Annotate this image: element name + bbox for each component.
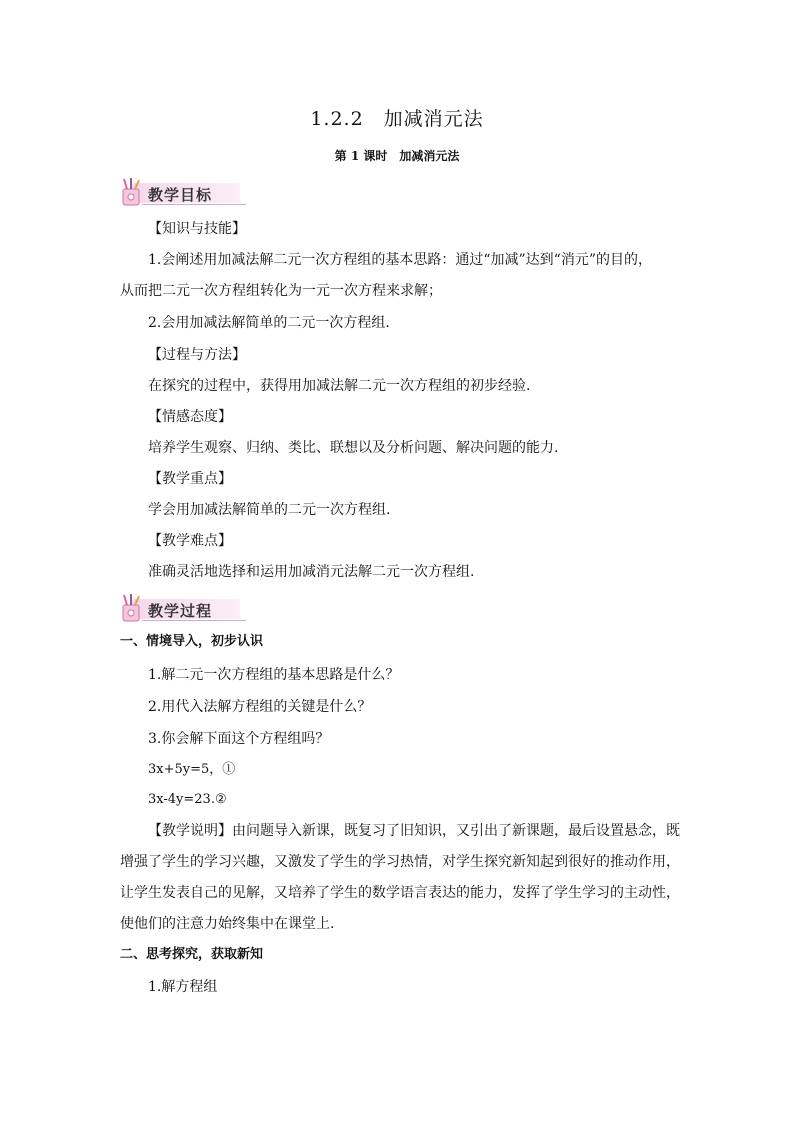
goal-p1: 在探究的过程中，获得用加减法解二元一次方程组的初步经验.: [148, 378, 531, 394]
heading-key: 【教学重点】: [148, 471, 232, 487]
question-2: 2.用代入法解方程组的关键是什么？: [148, 699, 372, 715]
goal-k2: 2.会用加减法解简单的二元一次方程组.: [148, 315, 390, 331]
teaching-note-line-1: 【教学说明】由问题导入新课，既复习了旧知识，又引出了新课题，最后设置悬念，既: [148, 823, 680, 839]
heading-difficult: 【教学难点】: [148, 533, 232, 549]
goal-k1: 1.会阐述用加减法解二元一次方程组的基本思路：通过“加减”达到“消元”的目的，: [148, 252, 652, 268]
goal-key1: 学会用加减法解简单的二元一次方程组.: [148, 502, 391, 518]
section-badge-process: [118, 593, 246, 623]
badge-underline: [142, 204, 246, 205]
heading-knowledge: 【知识与技能】: [148, 221, 246, 237]
question-3: 3.你会解下面这个方程组吗？: [148, 731, 330, 747]
heading-attitude: 【情感态度】: [148, 409, 232, 425]
teaching-note-line-3: 让学生发表自己的见解，又培养了学生的数学语言表达的能力，发挥了学生学习的主动性，: [120, 885, 680, 901]
question-1: 1.解二元一次方程组的基本思路是什么？: [148, 667, 400, 683]
section-badge-goals: [118, 177, 246, 207]
pencil-cup-icon: [118, 593, 148, 623]
teaching-note-line-4: 使他们的注意力始终集中在课堂上.: [120, 916, 335, 932]
lesson-title: 1.2.2 加减消元法: [310, 108, 484, 130]
goal-a1: 培养学生观察、归纳、类比、联想以及分析问题、解决问题的能力.: [148, 440, 559, 456]
section-2-item-1: 1.解方程组: [148, 979, 218, 995]
goal-k1-cont: 从而把二元一次方程组转化为一元一次方程来求解；: [120, 283, 442, 299]
equation-1: 3x+5y=5，①: [148, 762, 236, 777]
heading-process: 【过程与方法】: [148, 347, 246, 363]
goal-d1: 准确灵活地选择和运用加减消元法解二元一次方程组.: [148, 564, 475, 580]
section-2-heading: 二、思考探究，获取新知: [120, 947, 264, 962]
equation-2: 3x-4y=23.②: [148, 792, 227, 807]
badge-underline: [142, 620, 246, 621]
section-1-heading: 一、情境导入，初步认识: [120, 634, 264, 649]
badge-label: 教学过程: [148, 602, 213, 620]
lesson-subtitle: 第 1 课时 加减消元法: [334, 149, 460, 163]
badge-label: 教学目标: [148, 186, 213, 204]
teaching-note-line-2: 增强了学生的学习兴趣，又激发了学生的学习热情，对学生探究新知起到很好的推动作用，: [120, 854, 680, 870]
pencil-cup-icon: [118, 177, 148, 207]
